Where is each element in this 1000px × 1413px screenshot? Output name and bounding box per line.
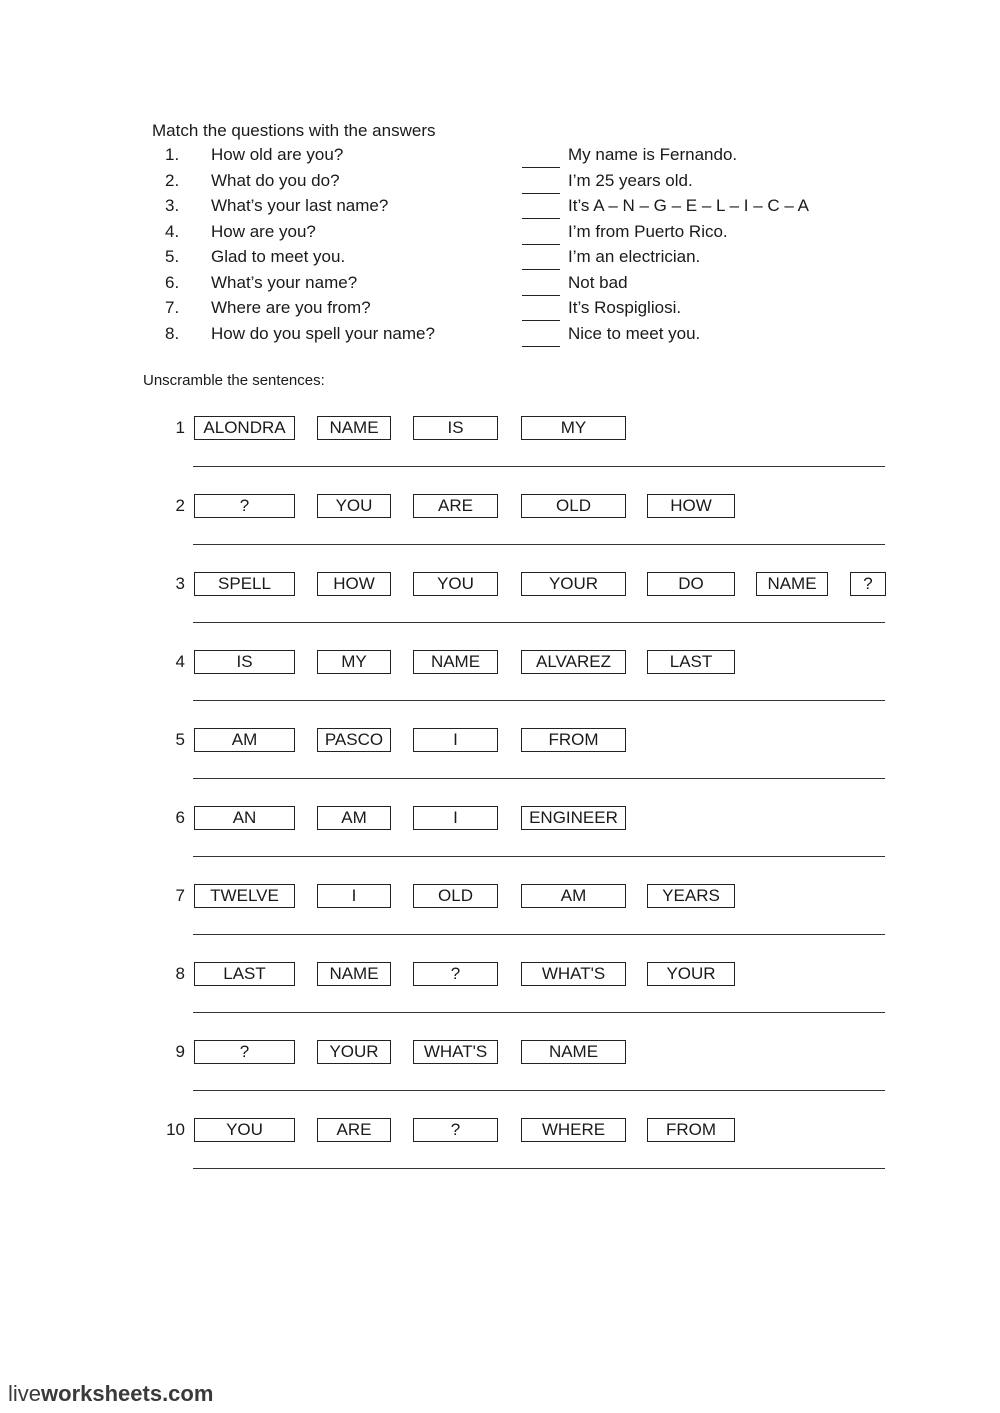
answer-blank[interactable] [522, 269, 560, 270]
answer-line[interactable] [193, 544, 885, 545]
word-box[interactable]: AM [521, 884, 626, 908]
sentence-number: 1 [175, 418, 185, 437]
answer-line[interactable] [193, 934, 885, 935]
sentence-number: 5 [175, 730, 185, 749]
word-box[interactable]: ARE [317, 1118, 391, 1142]
word-box[interactable]: I [413, 728, 498, 752]
question-number: 1. [165, 145, 180, 164]
word-box[interactable]: OLD [521, 494, 626, 518]
question-text: How are you? [211, 221, 316, 241]
word-box[interactable]: ? [413, 1118, 498, 1142]
word-box[interactable]: LAST [647, 650, 735, 674]
answer-line[interactable] [193, 466, 885, 467]
question-text: Glad to meet you. [211, 247, 346, 266]
logo-text-worksheets: worksheets.com [41, 1381, 214, 1406]
word-box[interactable]: FROM [521, 728, 626, 752]
word-box[interactable]: ? [194, 494, 295, 518]
word-box[interactable]: YOU [413, 572, 498, 596]
answer-line[interactable] [193, 700, 885, 701]
word-box[interactable]: ALVAREZ [521, 650, 626, 674]
question-text: What do you do? [211, 170, 340, 190]
answer-blank[interactable] [522, 346, 560, 347]
logo-text-live: live [8, 1381, 42, 1406]
word-box[interactable]: WHAT'S [413, 1040, 498, 1064]
answer-text: Not bad [568, 272, 628, 292]
question-text: How do you spell your name? [211, 323, 435, 343]
answer-line[interactable] [193, 1012, 885, 1013]
word-box[interactable]: ? [850, 572, 886, 596]
word-box[interactable]: AM [194, 728, 295, 752]
word-box[interactable]: IS [413, 416, 498, 440]
sentence-number: 3 [175, 574, 185, 593]
word-box[interactable]: HOW [317, 572, 391, 596]
word-box[interactable]: DO [647, 572, 735, 596]
answer-text: Nice to meet you. [568, 323, 701, 343]
word-box[interactable]: FROM [647, 1118, 735, 1142]
word-box[interactable]: YOUR [521, 572, 626, 596]
word-box[interactable]: I [413, 806, 498, 830]
sentence-number: 8 [175, 964, 185, 983]
sentence-number: 4 [175, 652, 185, 671]
match-section-title: Match the questions with the answers [152, 121, 436, 140]
word-box[interactable]: YOUR [647, 962, 735, 986]
word-box[interactable]: NAME [413, 650, 498, 674]
word-box[interactable]: TWELVE [194, 884, 295, 908]
sentence-number: 6 [175, 808, 185, 827]
sentence-number: 10 [166, 1120, 185, 1139]
word-box[interactable]: OLD [413, 884, 498, 908]
word-box[interactable]: ARE [413, 494, 498, 518]
answer-text: It’s Rospigliosi. [568, 298, 682, 317]
sentence-number: 7 [175, 886, 185, 905]
sentence-number: 2 [175, 496, 185, 515]
word-box[interactable]: HOW [647, 494, 735, 518]
word-box[interactable]: YOU [194, 1118, 295, 1142]
word-box[interactable]: NAME [756, 572, 828, 596]
word-box[interactable]: WHERE [521, 1118, 626, 1142]
question-number: 6. [165, 272, 180, 292]
word-box[interactable]: WHAT'S [521, 962, 626, 986]
question-number: 3. [165, 196, 180, 215]
word-box[interactable]: NAME [317, 962, 391, 986]
question-number: 7. [165, 298, 180, 317]
question-text: Where are you from? [211, 298, 371, 317]
answer-line[interactable] [193, 622, 885, 623]
word-box[interactable]: AM [317, 806, 391, 830]
word-box[interactable]: I [317, 884, 391, 908]
word-box[interactable]: MY [521, 416, 626, 440]
word-box[interactable]: YOU [317, 494, 391, 518]
word-box[interactable]: NAME [317, 416, 391, 440]
answer-text: I’m 25 years old. [568, 170, 693, 190]
answer-blank[interactable] [522, 193, 560, 194]
word-box[interactable]: ? [413, 962, 498, 986]
word-box[interactable]: YOUR [317, 1040, 391, 1064]
answer-text: I’m from Puerto Rico. [568, 221, 728, 241]
word-box[interactable]: IS [194, 650, 295, 674]
liveworksheets-logo [8, 1381, 213, 1407]
word-box[interactable]: ENGINEER [521, 806, 626, 830]
answer-line[interactable] [193, 1168, 885, 1169]
word-box[interactable]: LAST [194, 962, 295, 986]
word-box[interactable]: NAME [521, 1040, 626, 1064]
answer-text: My name is Fernando. [568, 145, 738, 164]
answer-text: I’m an electrician. [568, 247, 701, 266]
word-box[interactable]: YEARS [647, 884, 735, 908]
question-text: What’s your name? [211, 272, 358, 292]
answer-blank[interactable] [522, 218, 560, 219]
question-text: What’s your last name? [211, 196, 389, 215]
word-box[interactable]: PASCO [317, 728, 391, 752]
word-box[interactable]: AN [194, 806, 295, 830]
sentence-number: 9 [175, 1042, 185, 1061]
answer-blank[interactable] [522, 320, 560, 321]
question-number: 4. [165, 221, 180, 241]
answer-text: It’s A – N – G – E – L – I – C – A [568, 196, 809, 215]
question-text: How old are you? [211, 145, 344, 164]
word-box[interactable]: ALONDRA [194, 416, 295, 440]
answer-blank[interactable] [522, 167, 560, 168]
answer-line[interactable] [193, 1090, 885, 1091]
unscramble-section-title: Unscramble the sentences: [143, 372, 325, 389]
answer-line[interactable] [193, 778, 885, 779]
word-box[interactable]: SPELL [194, 572, 295, 596]
question-number: 5. [165, 247, 180, 266]
word-box[interactable]: ? [194, 1040, 295, 1064]
question-number: 2. [165, 170, 180, 190]
question-number: 8. [165, 323, 180, 343]
word-box[interactable]: MY [317, 650, 391, 674]
answer-line[interactable] [193, 856, 885, 857]
answer-blank[interactable] [522, 295, 560, 296]
answer-blank[interactable] [522, 244, 560, 245]
